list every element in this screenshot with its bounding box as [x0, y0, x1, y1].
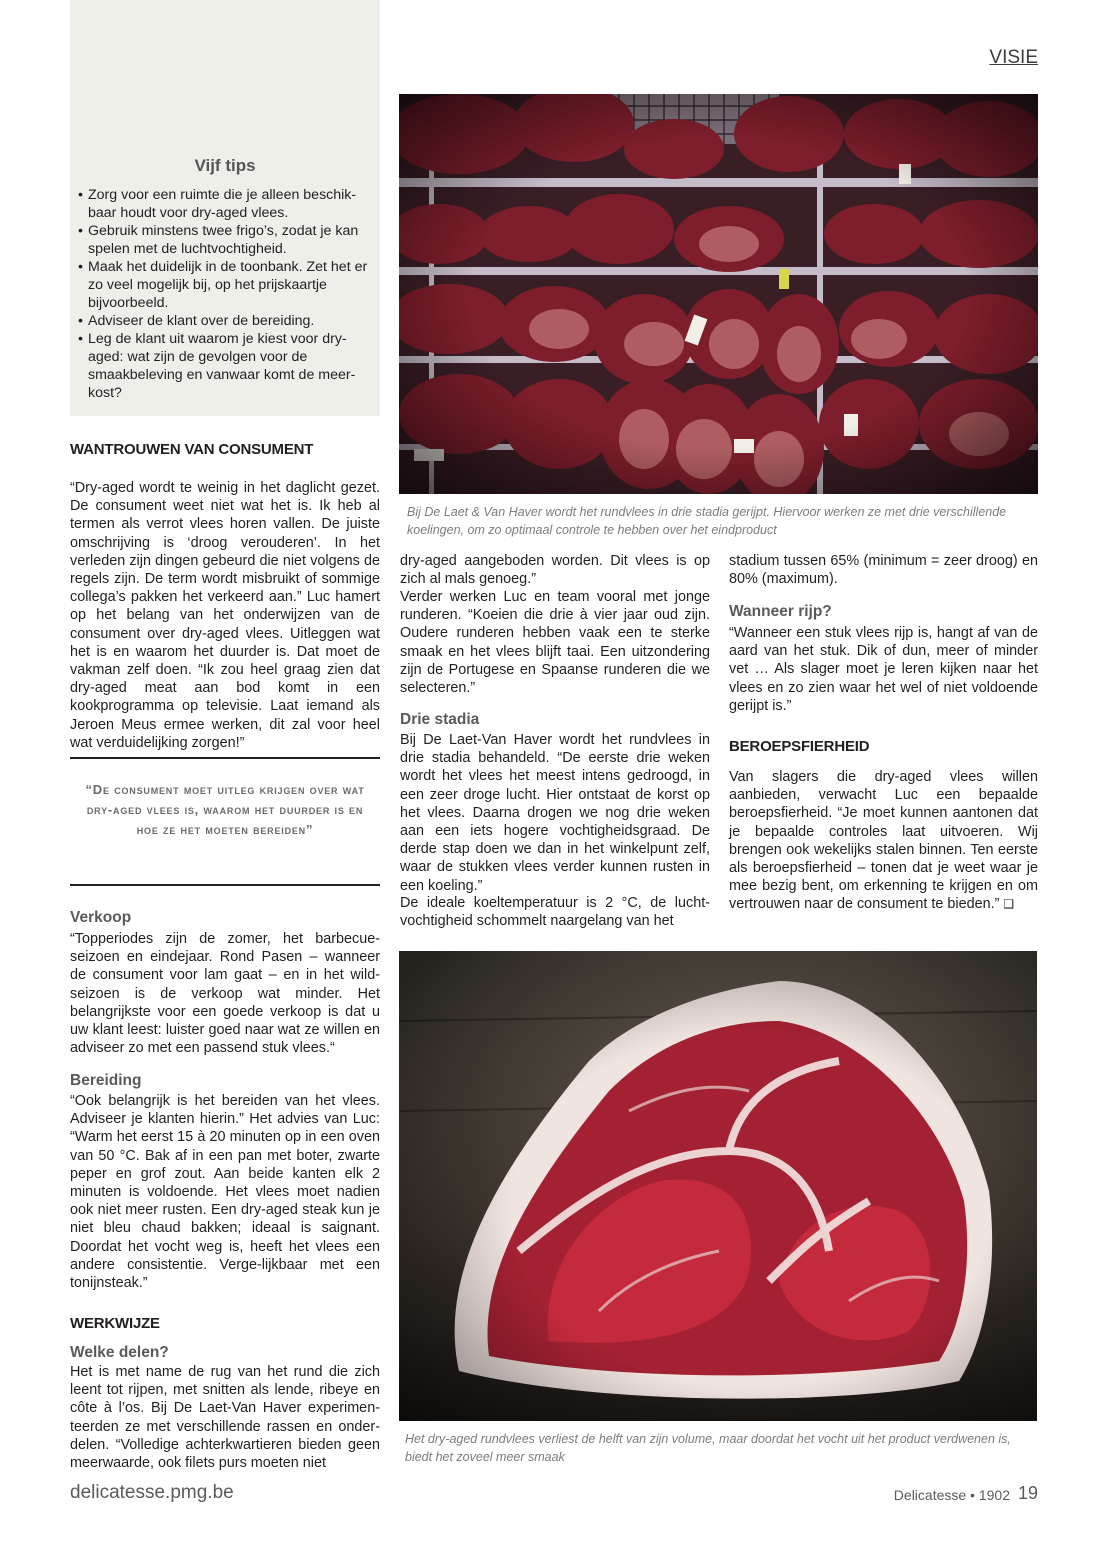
paragraph-col3-intro: stadium tussen 65% (minimum = zeer droog) en 80% (maximum).	[729, 553, 1038, 588]
dry-aging-shelves-illustration	[399, 94, 1038, 494]
tip-item: • Gebruik minstens twee frigo’s, zodat je kan spelen met de luchtvochtigheid.	[78, 222, 374, 258]
dry-aging-shelves-photo	[399, 94, 1038, 494]
paragraph-col2-intro: dry-aged aangeboden worden. Dit vlees is op zich al mals genoeg.”	[400, 553, 710, 588]
caption-bottom: Het dry-aged rundvlees verliest de helft van zijn volume, maar doordat het vocht uit het product verdwenen is, biedt het zoveel meer smaak	[405, 1432, 1011, 1464]
paragraph-beroepsfierheid-text: Van slagers die dry-aged vlees willen aanbieden, verwacht Luc een bepaalde beroepsfierheid. “Je moet kunnen aantonen dat je bepaalde controles laat uitvoeren. Wij brengen ook wekelijks stalen binnen. Ten eerste als beroepsfierheid – tonen dat je weet waar je mee bezig bent, om erkenning te krijgen en om vertrouwen naar de consument te bieden.”	[729, 769, 1038, 913]
tip-item: • Adviseer de klant over de bereiding.	[78, 312, 374, 330]
paragraph-wanneer-rijp: “Wanneer een stuk vlees rijp is, hangt af van de aard van het stuk. Dik of dun, meer of minder vet … Als slager moet je leren kijken naar het vlees en zo zien waar het wel of niet voldoende gerijpt is.”	[729, 625, 1038, 714]
tip-item: • Zorg voor een ruimte die je alleen beschik-baar houdt voor dry-aged vlees.	[78, 186, 374, 222]
heading-wanneer-rijp: Wanneer rijp?	[729, 603, 832, 620]
tips-title: Vijf tips	[194, 156, 256, 175]
paragraph-drie-stadia: Bij De Laet-Van Haver wordt het rundvlees in drie stadia behandeld. “De eerste drie weken wordt het vlees het meest intens gedroogd, in een zeer droge lucht. Hier ontstaat de korst op het vlees. Daarna drogen we nog drie weken aan een iets hogere vochtigheidsgraad. De derde stap doen we dan in het winkelpunt zelf, waar de stukken vlees verder kunnen rusten in een koeling.”	[400, 732, 710, 894]
quote-rule-top	[70, 757, 380, 759]
pull-quote: “De consument moet uitleg krijgen over wat dry-aged vlees is, waarom het duurder is en hoe ze het moeten bereiden”	[85, 782, 365, 837]
tips-list	[78, 186, 374, 402]
heading-drie-stadia: Drie stadia	[400, 711, 480, 728]
paragraph-bereiding: “Ook belangrijk is het bereiden van het vlees. Adviseer je klanten hierin.” Het advies van Luc: “Warm het eerst 15 à 20 minuten op in een oven van 50 °C. Bak af in een pan met boter, zwarte peper en grof zout. Aan beide kanten elk 2 minuten is voldoende. Het vlees moet nadien ook niet meer rusten. Een dry-aged steak kun je niet bleu chaud bakken; ideaal is saignant. Doordat het vocht weg is, heeft het vlees een andere consistentie. Verge-lijkbaar met een tonijnsteak.”	[70, 1093, 380, 1292]
caption-top: Bij De Laet & Van Haver wordt het rundvlees in drie stadia gerijpt. Hiervoor werken ze met drie verschillende koelingen, om zo optimaal controle te hebben over het eindproduct	[407, 505, 1007, 537]
quote-rule-bottom	[70, 884, 380, 886]
tip-item: • Maak het duidelijk in de toonbank. Zet het er zo veel mogelijk bij, op het prijskaartje bijvoorbeeld.	[78, 258, 374, 312]
tip-item: • Leg de klant uit waarom je kiest voor dry-aged: wat zijn de gevolgen voor de smaakbeleving en vanwaar komt de meer-kost?	[78, 330, 374, 402]
footer-publication: Delicatesse • 1902	[893, 1487, 1010, 1503]
steak-photo	[399, 951, 1037, 1421]
paragraph-runderen: Verder werken Luc en team vooral met jonge runderen. “Koeien die drie à vier jaar oud zijn. Oudere runderen hebben vaak een te sterke smaak en het vlees blijft taai. Een uitzondering zijn de Portugese en Spaanse runderen die we selecteren.”	[400, 589, 710, 697]
paragraph-welke-delen: Het is met name de rug van het rund die zich leent tot rijpen, met snitten als lende, ribeye en côte à l’os. Bij De Laet-Van Haver experimen-teerden ze met verschillende rassen en onder-delen. “Volledige achterkwartieren bieden geen meerwaarde, ook filets purs moeten niet	[70, 1364, 380, 1472]
heading-werkwijze: WERKWIJZE	[70, 1315, 160, 1332]
paragraph-temperatuur: De ideale koeltemperatuur is 2 °C, de lucht-vochtigheid schommelt naargelang van het	[400, 895, 710, 930]
page-number: 19	[1017, 1483, 1038, 1503]
paragraph-verkoop: “Topperiodes zijn de zomer, het barbecue-seizoen en eindejaar. Rond Pasen – wanneer de consument voor lam gaat – en in het wild-seizoen is de verkoop wat minder. Het belangrijkste voor een goede verkoop is dat u uw klant leest: luister goed naar wat ze willen en adviseer zo met een passend stuk vlees.“	[70, 931, 380, 1057]
paragraph-beroepsfierheid	[729, 768, 1038, 914]
heading-wantrouwen: WANTROUWEN VAN CONSUMENT	[70, 441, 314, 458]
heading-beroepsfierheid: BEROEPSFIERHEID	[729, 738, 870, 755]
paragraph-wantrouwen: “Dry-aged wordt te weinig in het daglicht gezet. De consument weet niet wat het is. Ik heb al termen als verrot vlees horen vallen. De juiste omschrijving is ‘droog verouderen’. In het verleden zijn dingen gebeurd die niet volgens de regels zijn. De term wordt misbruikt of sommige collega’s pakken het verkeerd aan.” Luc hamert op het belang van het onderwijzen van de consument over dry-aged vlees. Uitleggen wat het is en waarom het duurder is. Dat moet de vakman zelf doen. “Ik zou heel graag zien dat dry-aged meat aan bod komt in een kookprogramma op televisie. Laat iemand als Jeroen Meus ermee werken, dit zal voor heel wat verduidelijking zorgen!”	[70, 480, 380, 751]
dry-aged-steak-illustration	[399, 951, 1037, 1421]
heading-bereiding: Bereiding	[70, 1072, 142, 1089]
section-label: VISIE	[989, 47, 1038, 68]
heading-verkoop: Verkoop	[70, 909, 132, 926]
footer-website-link[interactable]: delicatesse.pmg.be	[70, 1482, 234, 1503]
heading-welke-delen: Welke delen?	[70, 1344, 169, 1361]
end-of-article-icon: ❑	[1003, 897, 1015, 912]
